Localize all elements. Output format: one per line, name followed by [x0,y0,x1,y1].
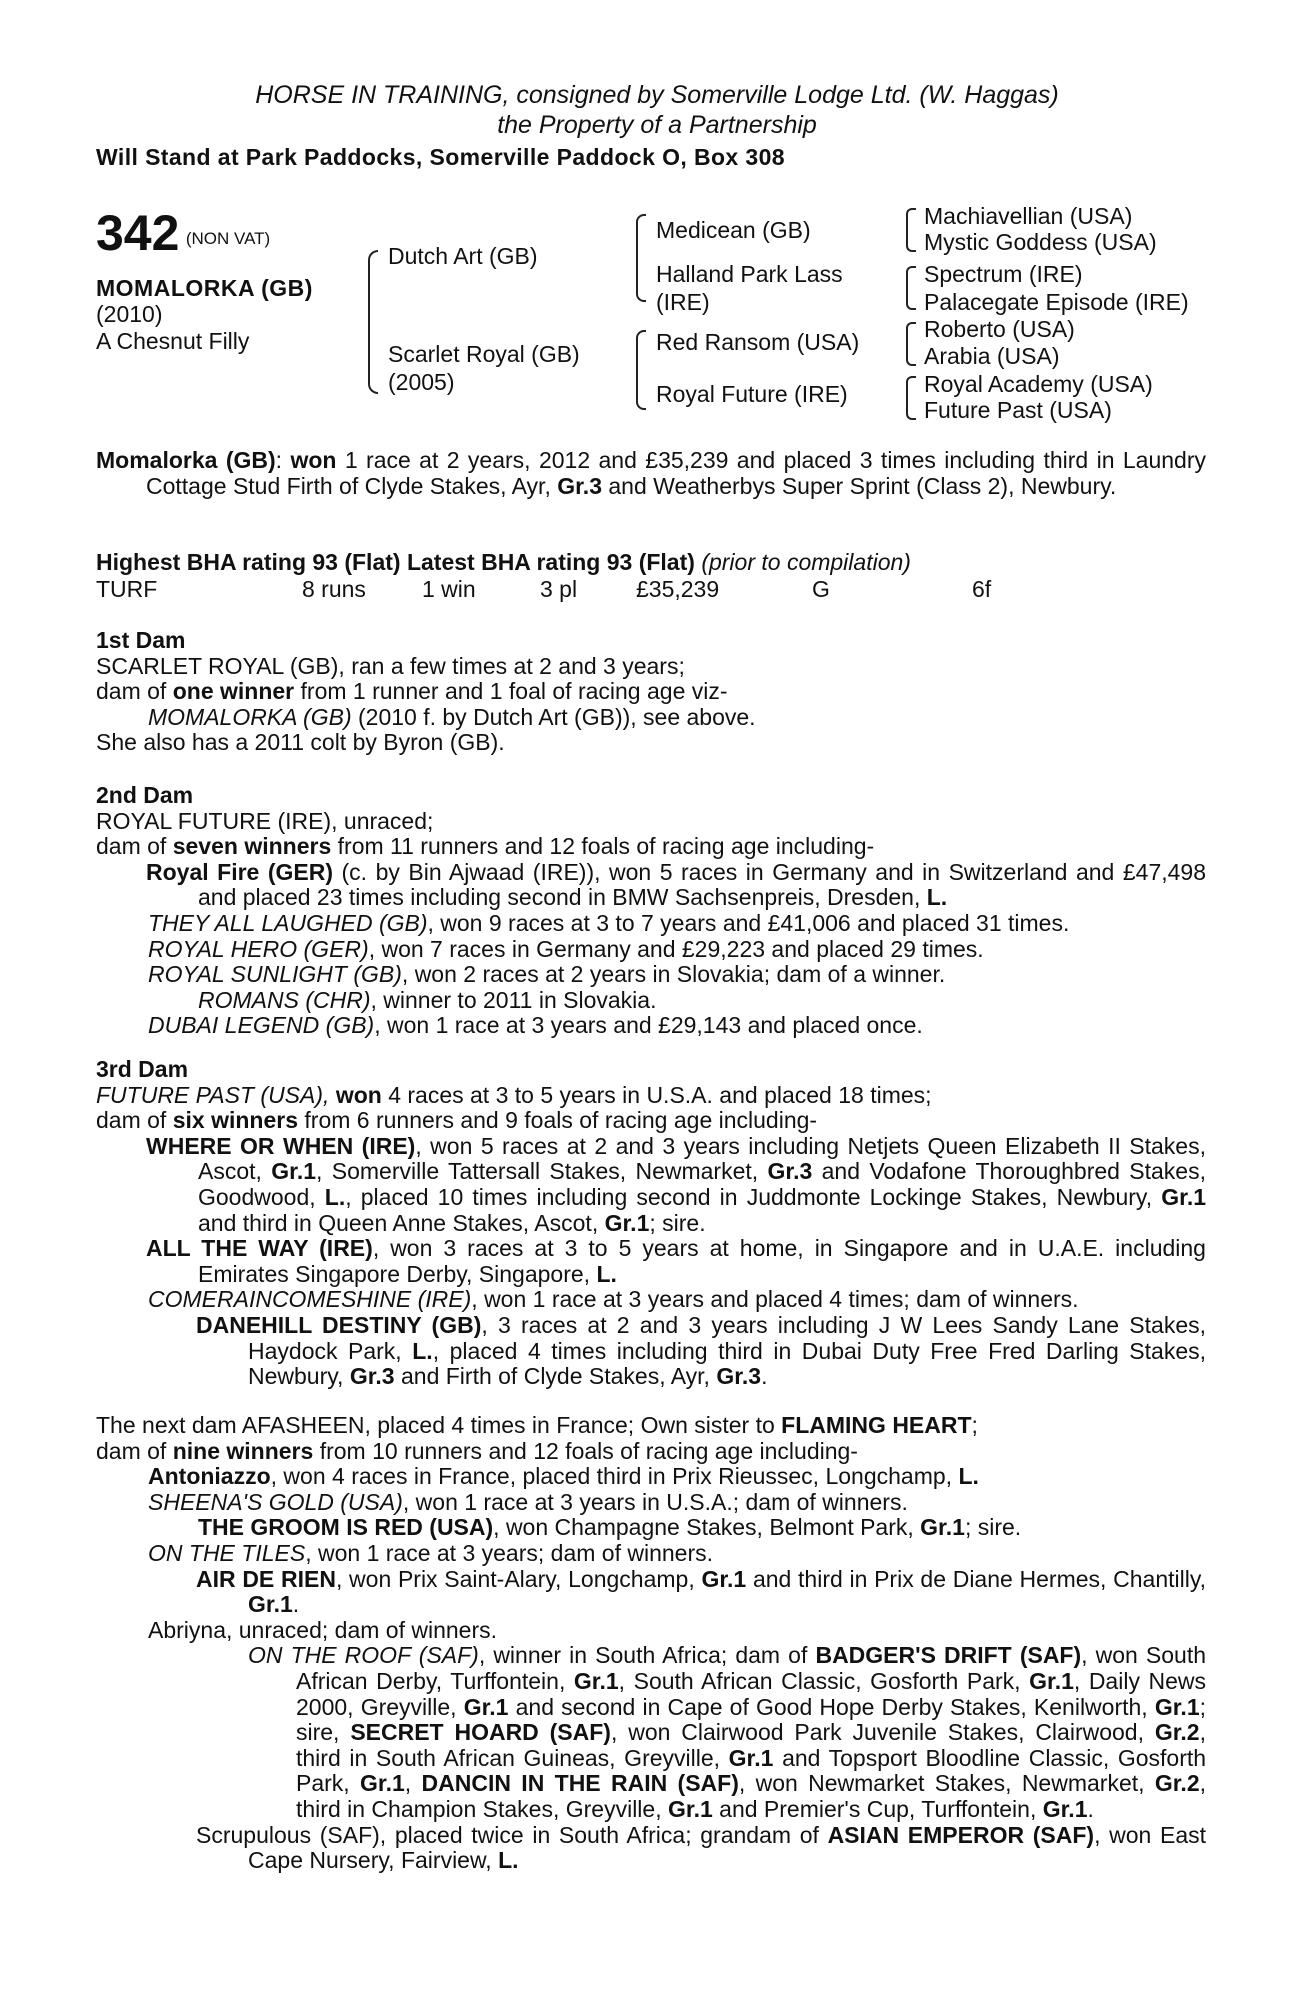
scrupulous-text-2: , won East Cape Nursery, Fairview, [248,1821,1207,1874]
stat-earnings: £35,239 [636,576,720,602]
first-dam-progeny-text: (2010 f. by Dutch Art (GB)), see above. [358,703,756,730]
on-the-roof-text-3: , South African Classic, Gosforth Park, [618,1667,1021,1694]
where-or-when-text-2: , Somerville Tattersall Stakes, Newmarket, [316,1158,759,1185]
royal-hero-name: ROYAL HERO (GER) [148,935,369,962]
sire-note: ; sire. [649,1209,706,1236]
grade-1: Gr.1 [668,1795,713,1822]
danehill-destiny-name: DANEHILL DESTINY (GB) [196,1311,482,1338]
summary-grade: Gr.3 [557,472,602,499]
dubai-legend-text: , won 1 race at 3 years and £29,143 and placed once. [374,1012,923,1039]
grade-3: Gr.3 [767,1158,813,1185]
they-all-laughed-name: THEY ALL LAUGHED (GB) [148,909,428,936]
first-dam-runners: from 1 runner and 1 foal of racing age viz- [300,678,728,705]
grade-2: Gr.2 [1154,1770,1200,1797]
danehill-destiny-text-3: and Firth of Clyde Stakes, Ayr, [400,1363,710,1390]
listed: L. [412,1337,433,1364]
stat-distance: 6f [972,576,992,602]
comeraincomeshine-text: , won 1 race at 3 years and placed 4 times; dam of winners. [471,1286,1079,1313]
sheenas-gold-text: , won 1 race at 3 years in U.S.A.; dam of winners. [402,1488,908,1515]
future-past-name: FUTURE PAST (USA), [96,1081,330,1108]
stat-going: G [812,576,830,602]
summary-text-1: 1 race at 2 years, 2012 and £35,239 and placed 3 times including third in Laundry Cottage Stud Firth of Clyde Stakes, Ayr, [146,447,1207,499]
on-the-roof-name: ON THE ROOF (SAF) [248,1642,479,1669]
royal-hero-text: , won 7 races in Germany and £29,223 and placed 29 times. [368,935,984,962]
all-the-way-text: , won 3 races at 3 to 5 years at home, in Singapore and in U.A.E. including Emirates Singapore Derby, Singapore, [198,1235,1206,1287]
flaming-heart: FLAMING HEART [781,1412,972,1438]
lot-number-row [96,205,271,261]
gg-3: Spectrum (IRE) [924,261,1083,287]
grade-1: Gr.1 [1042,1795,1088,1822]
vat-status: (NON VAT) [185,229,271,248]
they-all-laughed-text: , won 9 races at 3 to 7 years and £41,006 and placed 31 times. [427,909,1070,936]
on-the-roof-text-4: , Daily News 2000, Greyville, [296,1667,1206,1720]
grade-3: Gr.3 [716,1363,762,1390]
first-dam-dam-of: dam of [96,678,167,705]
brace-g3 [906,322,916,366]
on-the-roof-text-11: , third in Champion Stakes, Greyville, [296,1770,1207,1822]
on-the-tiles-text: , won 1 race at 3 years; dam of winners. [305,1539,714,1566]
first-dam-line-1: SCARLET ROYAL (GB), ran a few times at 2 and 3 years; [96,652,685,679]
comma: , [404,1770,412,1797]
property-line: the Property of a Partnership [497,111,817,139]
romans-name: ROMANS (CHR) [198,986,371,1013]
where-or-when-name: WHERE OR WHEN (IRE) [146,1132,416,1159]
air-de-rien-text-2: and third in Prix de Diane Hermes, Chantilly, [752,1565,1207,1592]
stand-line: Will Stand at Park Paddocks, Somerville Paddock O, Box 308 [96,144,785,170]
rating-note: (prior to compilation) [701,549,911,575]
period: . [761,1363,768,1390]
grade-1: Gr.1 [463,1693,509,1720]
asian-emperor-name: ASIAN EMPEROR (SAF) [827,1821,1095,1848]
on-the-roof-text-12: and Premier's Cup, Turffontein, [719,1795,1037,1822]
stat-wins: 1 win [422,576,476,602]
sire-note: ; sire. [964,1514,1022,1541]
dubai-legend-name: DUBAI LEGEND (GB) [148,1012,375,1039]
royal-fire-name: Royal Fire (GER) [146,858,333,885]
second-dam-line-1: ROYAL FUTURE (IRE), unraced; [96,807,434,834]
gg-2: Mystic Goddess (USA) [924,229,1157,255]
brace-g1 [906,208,916,252]
on-the-roof-text-1: , winner in South Africa; dam of [478,1642,808,1669]
sire: Dutch Art (GB) [388,243,538,269]
on-the-roof-text-10: , won Newmarket Stakes, Newmarket, [738,1770,1145,1797]
royal-fire-text: (c. by Bin Ajwaad (IRE)), won 5 races in Germany and in Switzerland and £47,498 and placed 23 times including second in BMW Sachsenpreis, Dresden, [198,858,1206,911]
on-the-tiles-name: ON THE TILES [148,1539,306,1566]
listed: L. [324,1183,346,1210]
grade-1: Gr.1 [920,1514,965,1541]
grade-1: Gr.1 [701,1565,747,1592]
listed: L. [958,1463,979,1490]
groom-is-red-text: , won Champagne Stakes, Belmont Park, [493,1514,914,1541]
summary-text-2: and Weatherbys Super Sprint (Class 2), Newbury. [608,472,1117,499]
groom-is-red-name: THE GROOM IS RED (USA) [198,1514,494,1541]
future-past-text: 4 races at 3 to 5 years in U.S.A. and placed 18 times; [388,1081,932,1108]
dam-year: (2005) [388,369,455,395]
listed: L. [498,1847,519,1874]
listed: L. [596,1260,617,1287]
grade-1: Gr.1 [728,1744,774,1771]
brace-g4 [906,376,916,420]
future-past-won: won [335,1081,382,1108]
grade-2: Gr.2 [1154,1719,1200,1746]
gg-6: Arabia (USA) [924,343,1060,369]
next-dam-runners: from 10 runners and 12 foals of racing age including- [319,1437,858,1464]
horse-description: A Chesnut Filly [96,328,250,354]
summary-horse-name: Momalorka (GB) [96,447,276,473]
gg-1: Machiavellian (USA) [924,203,1133,229]
where-or-when-text-5: and third in Queen Anne Stakes, Ascot, [198,1209,599,1236]
gg-4: Palacegate Episode (IRE) [924,289,1189,315]
stat-placed: 3 pl [540,576,578,602]
gg-7: Royal Academy (USA) [924,371,1153,397]
brace-dam [636,330,646,410]
next-dam-winners: nine winners [172,1437,314,1464]
next-dam-line-1: The next dam AFASHEEN, placed 4 times in France; Own sister to [96,1412,775,1438]
abriyna-line: Abriyna, unraced; dam of winners. [148,1616,498,1643]
gg-5: Roberto (USA) [924,316,1075,342]
gg-8: Future Past (USA) [924,397,1112,423]
second-dam-winners: seven winners [172,833,332,860]
sire-dam: Halland Park Lass [656,261,843,287]
dam-dam: Royal Future (IRE) [656,381,848,407]
where-or-when-text-1: , won 5 races at 2 and 3 years including Netjets Queen Elizabeth II Stakes, Ascot, [198,1132,1206,1185]
period: . [1087,1795,1094,1822]
badgers-drift-name: BADGER'S DRIFT (SAF) [815,1642,1082,1669]
air-de-rien-name: AIR DE RIEN [196,1565,336,1592]
brace-gen1 [368,250,378,394]
danehill-destiny-text-2: , placed 4 times including third in Dubai Duty Free Fred Darling Stakes, Newbury, [248,1337,1207,1390]
where-or-when-text-4: , placed 10 times including second in Juddmonte Lockinge Stakes, Newbury, [345,1183,1153,1210]
first-dam-line-4: She also has a 2011 colt by Byron (GB). [96,729,505,756]
dam: Scarlet Royal (GB) [388,341,580,367]
royal-fire-listed: L. [926,884,948,911]
sire-dam-country: (IRE) [656,289,710,315]
period: . [292,1591,300,1618]
third-dam-title: 3rd Dam [96,1056,189,1082]
second-dam-section [96,783,1206,1039]
on-the-roof-text-5: and second in Cape of Good Hope Derby Stakes, Kenilworth, [515,1693,1148,1720]
danehill-destiny-text-1: , 3 races at 2 and 3 years including J W Lees Sandy Lane Stakes, Haydock Park, [248,1311,1206,1364]
antoniazzo-name: Antoniazzo [148,1463,271,1490]
stat-runs: 8 runs [302,576,366,602]
secret-hoard-name: SECRET HOARD (SAF) [350,1719,611,1746]
next-dam-section [96,1413,1206,1874]
grade-1: Gr.1 [360,1770,405,1797]
stat-surface: TURF [96,576,158,602]
next-dam-dam-of: dam of [96,1437,167,1464]
sheenas-gold-name: SHEENA'S GOLD (USA) [148,1488,403,1515]
royal-sunlight-name: ROYAL SUNLIGHT (GB) [148,961,402,988]
horse-name: MOMALORKA (GB) [96,275,313,301]
grade-1: Gr.1 [573,1667,619,1694]
brace-sire [636,214,646,302]
on-the-roof-text-7: , won Clairwood Park Juvenile Stakes, Clairwood, [610,1719,1144,1746]
first-dam-winners: one winner [172,678,295,705]
all-the-way-name: ALL THE WAY (IRE) [146,1235,373,1262]
first-dam-section [96,628,1206,756]
grade-1: Gr.1 [1154,1693,1200,1720]
grade-1: Gr.1 [271,1158,317,1185]
grade-1: Gr.1 [604,1209,650,1236]
romans-text: , winner to 2011 in Slovakia. [370,986,657,1013]
where-or-when-text-3: and Vodafone Thoroughbred Stakes, Goodwood, [198,1158,1206,1210]
grade-1: Gr.1 [248,1591,293,1618]
consignor-line: HORSE IN TRAINING, consigned by Somerville Lodge Ltd. (W. Haggas) [255,81,1059,109]
on-the-roof-text-9: and Topsport Bloodline Classic, Gosforth Park, [296,1744,1207,1797]
comeraincomeshine-name: COMERAINCOMESHINE (IRE) [148,1286,472,1313]
on-the-roof-text-2: , won South African Derby, Turffontein, [296,1642,1207,1694]
semicolon: ; [971,1412,978,1438]
grade-1: Gr.1 [1029,1667,1074,1694]
antoniazzo-text: , won 4 races in France, placed third in Prix Rieussec, Longchamp, [270,1463,953,1490]
sire-sire: Medicean (GB) [656,217,811,243]
dancin-in-the-rain-name: DANCIN IN THE RAIN (SAF) [421,1770,739,1797]
on-the-roof-text-8: , third in South African Guineas, Greyville, [296,1719,1206,1771]
race-summary: Momalorka (GB): won 1 race at 2 years, 2012 and £35,239 and placed 3 times including third in Laundry Cottage Stud Firth of Clyde Stakes, Ayr, Gr.3 and Weatherbys Super Sprint (Class 2), Newbury. [96,447,1207,499]
third-dam-dam-of: dam of [96,1107,167,1134]
summary-won: won [290,447,337,473]
second-dam-dam-of: dam of [96,833,167,860]
first-dam-progeny: MOMALORKA (GB) [148,703,352,730]
brace-g2 [906,266,916,310]
grade-3: Gr.3 [349,1363,395,1390]
third-dam-section [96,1057,1206,1390]
rating-bold: Highest BHA rating 93 (Flat) Latest BHA rating 93 (Flat) [96,549,695,575]
third-dam-runners: from 6 runners and 9 foals of racing age including- [304,1107,818,1134]
third-dam-winners: six winners [172,1107,298,1134]
on-the-roof-text-6: ; sire, [296,1693,1207,1746]
second-dam-title: 2nd Dam [96,782,194,808]
dam-sire: Red Ransom (USA) [656,329,860,355]
royal-sunlight-text: , won 2 races at 2 years in Slovakia; dam of a winner. [401,961,946,988]
scrupulous-text-1: Scrupulous (SAF), placed twice in South Africa; grandam of [196,1821,819,1848]
grade-1: Gr.1 [1161,1183,1207,1210]
rating-line [96,550,1206,576]
second-dam-runners: from 11 runners and 12 foals of racing age including- [337,833,875,860]
foaling-year: (2010) [96,301,163,327]
first-dam-title: 1st Dam [96,627,186,653]
lot-number: 342 [96,205,180,261]
air-de-rien-text-1: , won Prix Saint-Alary, Longchamp, [335,1565,695,1592]
